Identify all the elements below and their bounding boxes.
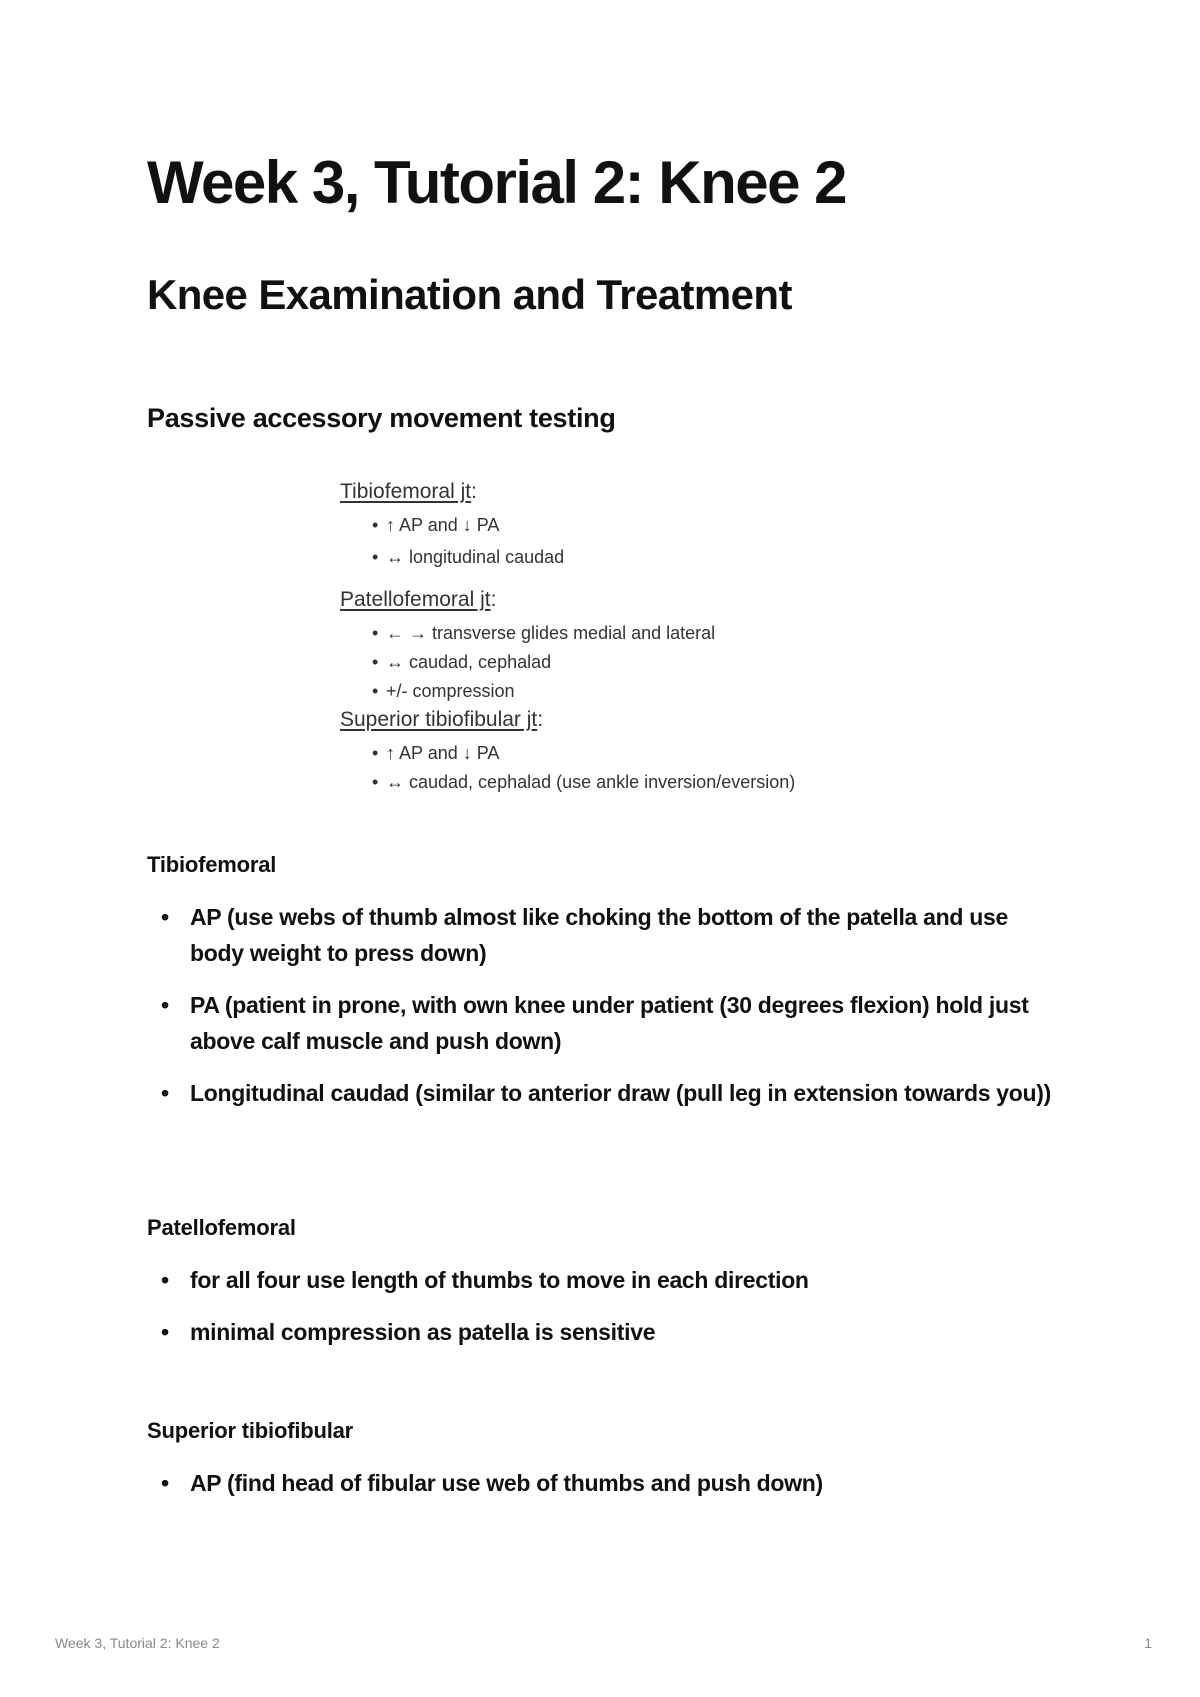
list-item [147,987,1057,1059]
list-item [147,1465,1057,1501]
figure-group-title [340,480,477,504]
figure-group-title-text: Patellofemoral jt [340,588,491,611]
bullet-icon: • [161,1470,169,1496]
list-item [147,899,1057,971]
figure-list-item [372,515,499,536]
figure-group-title-text: Tibiofemoral jt [340,480,472,503]
list-item [147,1075,1057,1111]
section-heading: Passive accessory movement testing [147,403,616,433]
bullet-icon: • [372,743,379,763]
figure-group-title [340,708,543,732]
bullet-icon: • [161,1319,169,1345]
section-title-superior-tibiofibular: Superior tibiofibular [147,1418,354,1443]
bullet-icon: • [161,1267,169,1293]
list-item-text: AP (find head of fibular use web of thumbs and push down) [190,1470,823,1496]
figure-group-title [340,588,496,612]
section-title-patellofemoral: Patellofemoral [147,1215,296,1240]
list-item-text: AP (use webs of thumb almost like choking the bottom of the patella and use body weight to press down) [190,904,1008,966]
figure-list-item-text: ↑ AP and ↓ PA [386,515,500,535]
patellofemoral-list [147,1262,1057,1350]
figure-list-item-text: ↔ caudad, cephalad [386,652,552,672]
list-item-text: minimal compression as patella is sensitive [190,1319,656,1345]
list-item-text: Longitudinal caudad (similar to anterior draw (pull leg in extension towards you)) [190,1080,1051,1106]
figure-list-item-text: +/- compression [386,681,515,701]
figure-list-item-text: ← → transverse glides medial and lateral [386,623,716,643]
list-item-text: for all four use length of thumbs to move in each direction [190,1267,809,1293]
figure-list-item [372,681,515,702]
bullet-icon: • [161,1080,169,1106]
figure-list-item-text: ↑ AP and ↓ PA [386,743,500,763]
bullet-icon: • [161,904,169,930]
figure-list-item [372,623,715,644]
figure-list-item [372,772,795,793]
bullet-icon: • [372,515,379,535]
bullet-icon: • [372,652,379,672]
tibiofemoral-list [147,899,1057,1111]
bullet-icon: • [161,992,169,1018]
bullet-icon: • [372,681,379,701]
section-title-tibiofemoral: Tibiofemoral [147,852,277,877]
bullet-icon: • [372,547,379,567]
figure-group-title-text: Superior tibiofibular jt [340,708,538,731]
footer-page-number: 1 [1144,1635,1152,1651]
list-item [147,1262,1057,1298]
page-title: Week 3, Tutorial 2: Knee 2 [147,149,847,216]
bullet-icon: • [372,772,379,792]
list-item-text: PA (patient in prone, with own knee under patient (30 degrees flexion) hold just above calf muscle and push down) [190,992,1029,1054]
list-item [147,1314,1057,1350]
accessory-movement-figure [340,480,900,800]
figure-list-item-text: ↔ longitudinal caudad [386,547,565,567]
figure-list-item [372,547,564,568]
figure-group-title-suffix: : [537,708,544,731]
page-subtitle: Knee Examination and Treatment [147,271,792,318]
footer-document-title: Week 3, Tutorial 2: Knee 2 [55,1635,220,1651]
figure-list-item [372,652,551,673]
superior-tibiofibular-list [147,1465,1057,1501]
figure-group-title-suffix: : [471,480,477,503]
figure-group-title-suffix: : [490,588,497,611]
figure-list-item [372,743,499,764]
bullet-icon: • [372,623,379,643]
figure-list-item-text: ↔ caudad, cephalad (use ankle inversion/eversion) [386,772,796,792]
